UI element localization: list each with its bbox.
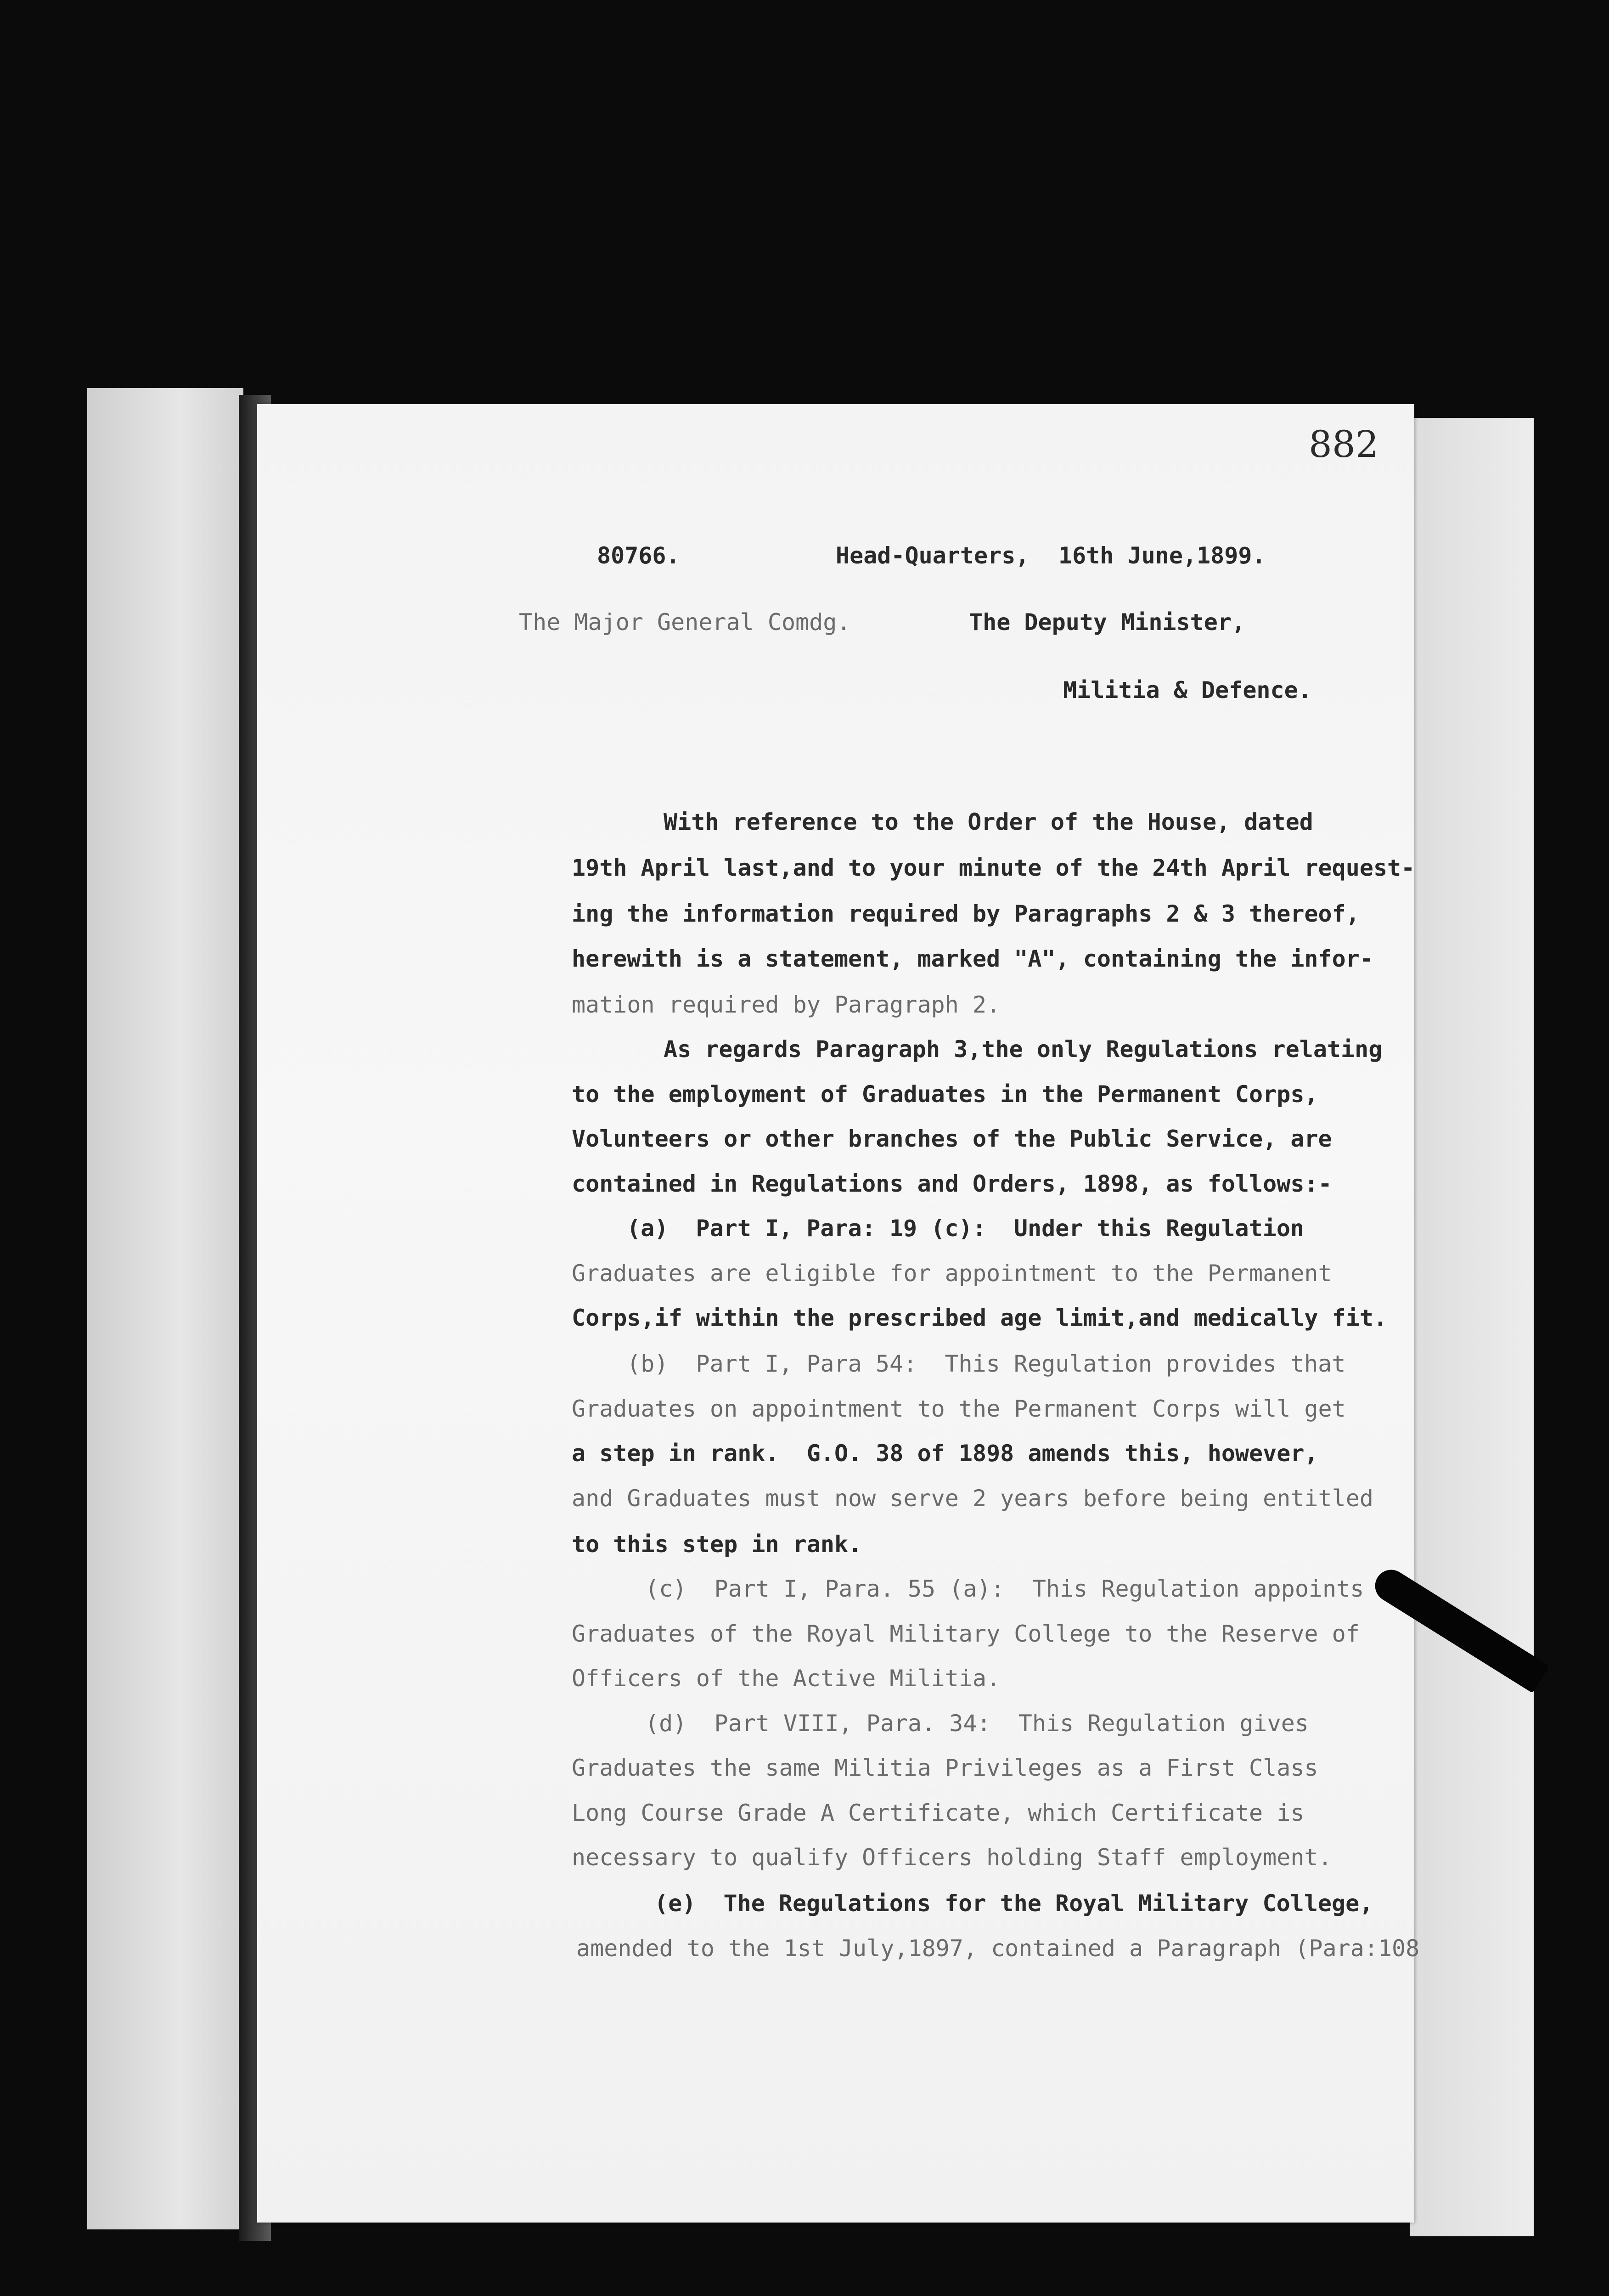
- body-line: Long Course Grade A Certificate, which Certificate is: [572, 1800, 1305, 1826]
- place: Head-Quarters,: [836, 542, 1030, 569]
- backing-sheet: [87, 388, 243, 2229]
- body-line: (a) Part I, Para: 19 (c): Under this Regulation: [627, 1215, 1305, 1242]
- body-line: Graduates the same Militia Privileges as a First Class: [572, 1755, 1318, 1781]
- body-line: to the employment of Graduates in the Permanent Corps,: [572, 1081, 1318, 1108]
- body-line: Graduates of the Royal Military College to the Reserve of: [572, 1621, 1360, 1647]
- body-line: ing the information required by Paragraphs 2 & 3 thereof,: [572, 900, 1360, 927]
- body-line: 19th April last,and to your minute of the 24th April request-: [572, 855, 1415, 881]
- body-line: (e) The Regulations for the Royal Military College,: [654, 1890, 1373, 1917]
- body-line: (b) Part I, Para 54: This Regulation provides that: [627, 1351, 1346, 1377]
- body-line: Graduates are eligible for appointment to the Permanent: [572, 1260, 1332, 1287]
- sender: The Major General Comdg.: [519, 609, 851, 636]
- recipient-line-2: Militia & Defence.: [1063, 677, 1312, 703]
- body-line: Graduates on appointment to the Permanent Corps will get: [572, 1396, 1346, 1422]
- body-line: herewith is a statement, marked "A", containing the infor-: [572, 945, 1373, 972]
- body-line: Volunteers or other branches of the Public Service, are: [572, 1125, 1332, 1152]
- recipient-line-1: The Deputy Minister,: [969, 609, 1246, 636]
- body-line: necessary to qualify Officers holding Staff employment.: [572, 1844, 1332, 1871]
- body-line: As regards Paragraph 3,the only Regulations relating: [664, 1036, 1383, 1063]
- letter-date: 16th June,1899.: [1058, 542, 1266, 569]
- body-line: amended to the 1st July,1897, contained a Paragraph (Para:108: [576, 1935, 1420, 1962]
- body-line: (c) Part I, Para. 55 (a): This Regulation appoints: [645, 1576, 1364, 1602]
- body-line: Officers of the Active Militia.: [572, 1665, 1001, 1692]
- body-line: With reference to the Order of the House, dated: [664, 809, 1313, 835]
- body-line: to this step in rank.: [572, 1531, 862, 1558]
- file-number: 80766.: [597, 542, 680, 569]
- page-number: 882: [1309, 423, 1379, 466]
- body-line: mation required by Paragraph 2.: [572, 991, 1001, 1018]
- body-line: a step in rank. G.O. 38 of 1898 amends this, however,: [572, 1440, 1318, 1467]
- body-line: and Graduates must now serve 2 years before being entitled: [572, 1485, 1373, 1512]
- body-line: Corps,if within the prescribed age limit,and medically fit.: [572, 1305, 1388, 1331]
- body-line: (d) Part VIII, Para. 34: This Regulation gives: [645, 1710, 1309, 1737]
- body-line: contained in Regulations and Orders, 1898, as follows:-: [572, 1171, 1332, 1197]
- right-page-edge: [1410, 418, 1534, 2236]
